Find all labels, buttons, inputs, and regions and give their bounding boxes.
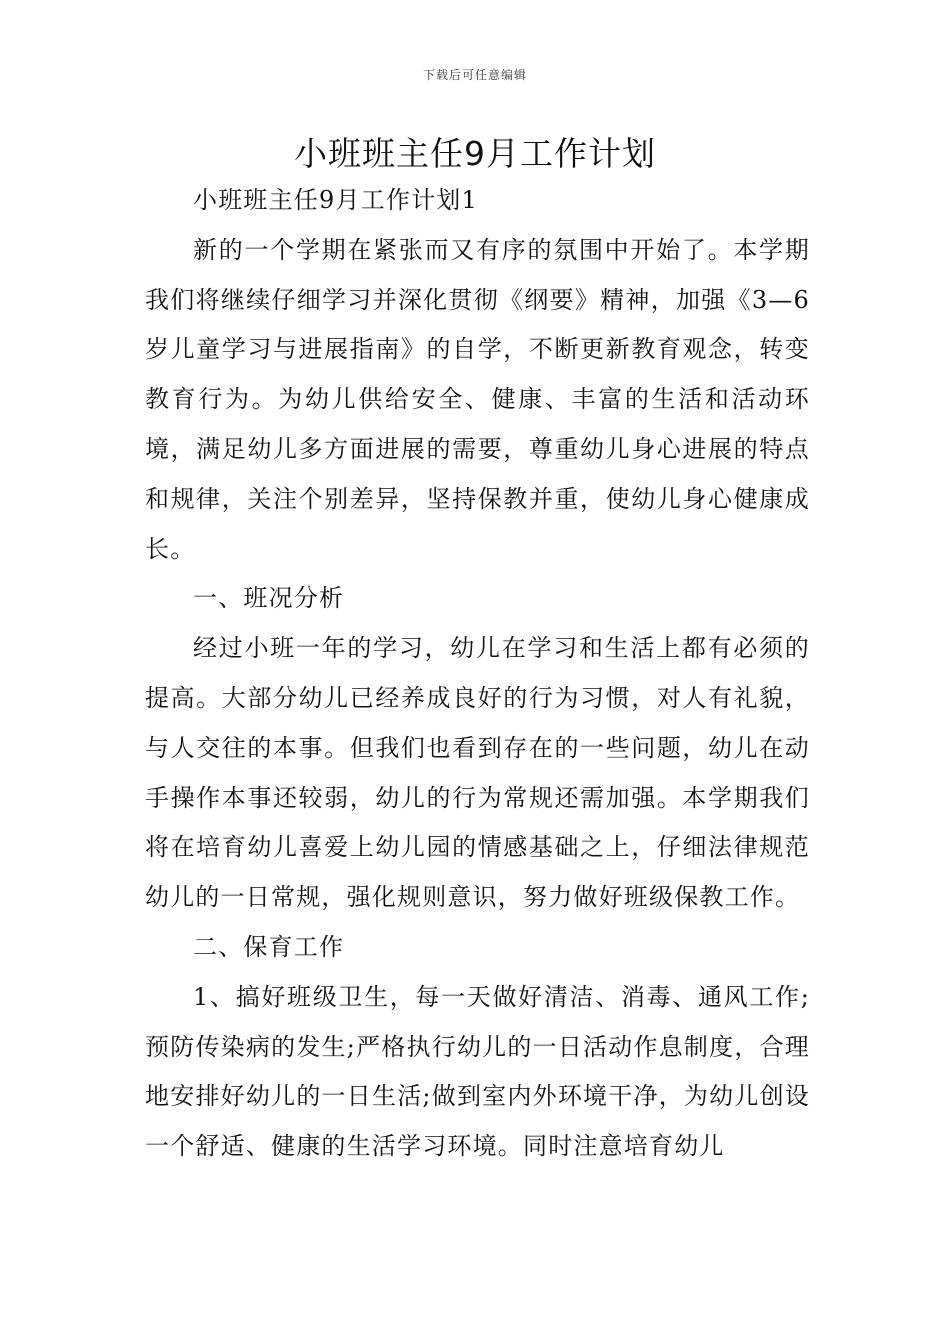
paragraph-intro: 新的一个学期在紧张而又有序的氛围中开始了。本学期我们将继续仔细学习并深化贯彻《纲要》精神，加强《3—6岁儿童学习与进展指南》的自学，不断更新教育观念，转变教育行为。为幼儿供给安全、健康、丰富的生活和活动环境，满足幼儿多方面进展的需要，尊重幼儿身心进展的特点和规律，关注个别差异，坚持保教并重，使幼儿身心健康成长。 [145,235,810,563]
document-body [145,176,810,1172]
header-note: 下载后可任意编辑 [422,68,527,82]
page-title: 小班班主任9月工作计划 [294,134,656,173]
section-heading-class-analysis: 一、班况分析 [193,584,345,613]
paragraph-subtitle: 小班班主任9月工作计划1 [193,186,478,214]
paragraph-care-work-1: 1、搞好班级卫生，每一天做好清洁、消毒、通风工作;预防传染病的发生;严格执行幼儿的一日活动作息制度，合理地安排好幼儿的一日生活;做到室内外环境干净，为幼儿创设一个舒适、健康的生活学习环境。同时注意培育幼儿 [145,982,810,1161]
paragraph-class-analysis: 经过小班一年的学习，幼儿在学习和生活上都有必须的提高。大部分幼儿已经养成良好的行为习惯，对人有礼貌，与人交往的本事。但我们也看到存在的一些问题，幼儿在动手操作本事还较弱，幼儿的行为常规还需加强。本学期我们将在培育幼儿喜爱上幼儿园的情感基础之上，仔细法律规范幼儿的一日常规，强化规则意识，努力做好班级保教工作。 [145,634,810,912]
section-heading-care-work: 二、保育工作 [193,932,345,961]
